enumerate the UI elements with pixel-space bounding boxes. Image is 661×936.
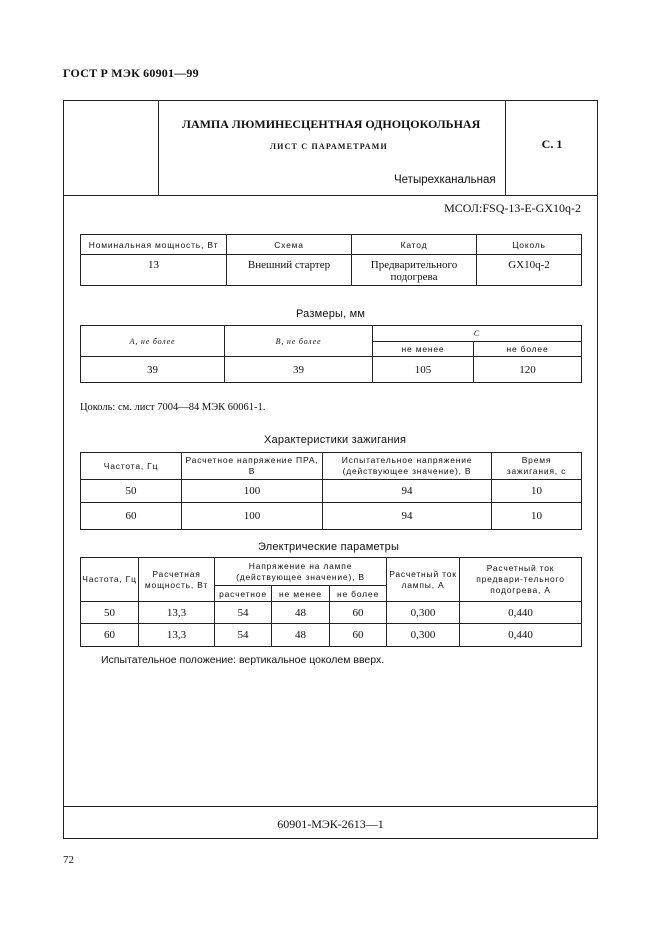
title-block — [64, 101, 597, 196]
el-voltage-max-1: 60 — [330, 602, 387, 624]
el-power-1: 13,3 — [139, 602, 215, 624]
standard-header: ГОСТ Р МЭК 60901—99 — [63, 66, 199, 80]
header-a: A, не более — [81, 326, 225, 357]
sheet-title: ЛАМПА ЛЮМИНЕСЦЕНТНАЯ ОДНОЦОКОЛЬНАЯ — [182, 117, 481, 131]
header-ignition-time: Время зажигания, с — [492, 453, 582, 480]
ignition-test-voltage-1: 94 — [323, 480, 492, 503]
ignition-ballast-voltage-2: 100 — [182, 503, 323, 530]
ignition-ballast-voltage-1: 100 — [182, 480, 323, 503]
electrical-table — [80, 557, 582, 647]
sheet-footer-code: 60901-МЭК-2613—1 — [277, 817, 384, 831]
page-number: 72 — [63, 854, 74, 866]
ignition-frequency-2: 60 — [81, 503, 182, 530]
header-c: C — [373, 326, 582, 342]
el-voltage-min-2: 48 — [272, 624, 330, 647]
ignition-test-voltage-2: 94 — [323, 503, 492, 530]
header-ballast-voltage: Расчетное напряжение ПРА, В — [182, 453, 323, 480]
dimensions-table — [80, 325, 582, 383]
title-block-left-cell — [64, 101, 159, 195]
sheet-subtitle: ЛИСТ С ПАРАМЕТРАМИ — [270, 142, 388, 151]
value-scheme: Внешний стартер — [227, 255, 352, 286]
sheet-number-cell — [505, 101, 598, 195]
el-lamp-current-2: 0,300 — [387, 624, 460, 647]
header-test-voltage: Испытательное напряжение (действующее значение), В — [323, 453, 492, 480]
value-c-max: 120 — [474, 357, 582, 383]
ignition-table — [80, 452, 582, 530]
ignition-frequency-1: 50 — [81, 480, 182, 503]
header-base: Цоколь — [477, 235, 582, 255]
header-el-frequency: Частота, Гц — [81, 558, 139, 602]
ignition-caption: Характеристики зажигания — [264, 434, 407, 446]
el-voltage-rated-1: 54 — [215, 602, 272, 624]
header-rated-power: Расчетная мощность, Вт — [139, 558, 215, 602]
header-voltage-max: не более — [330, 586, 387, 602]
header-preheat-current: Расчетный ток предвари-тельного подогрева, А — [460, 558, 582, 602]
value-base: GX10q-2 — [477, 255, 582, 286]
ignition-time-1: 10 — [492, 480, 582, 503]
header-lamp-current: Расчетный ток лампы, А — [387, 558, 460, 602]
electrical-caption: Электрические параметры — [258, 541, 400, 553]
sheet-frame — [63, 100, 598, 839]
header-cathode: Катод — [352, 235, 477, 255]
value-a: 39 — [81, 357, 225, 383]
value-c-min: 105 — [373, 357, 474, 383]
value-cathode: Предварительного подогрева — [352, 255, 477, 286]
el-lamp-current-1: 0,300 — [387, 602, 460, 624]
header-lamp-voltage: Напряжение на лампе (действующее значение), В — [215, 558, 387, 586]
header-power: Номинальная мощность, Вт — [81, 235, 227, 255]
footer-divider — [64, 806, 597, 807]
el-power-2: 13,3 — [139, 624, 215, 647]
header-scheme: Схема — [227, 235, 352, 255]
lamp-designation: МСОЛ:FSQ-13-E-GX10q-2 — [444, 201, 581, 215]
header-frequency: Частота, Гц — [81, 453, 182, 480]
test-position-note: Испытательное положение: вертикальное цоколем вверх. — [101, 654, 385, 666]
value-b: 39 — [225, 357, 373, 383]
el-preheat-current-1: 0,440 — [460, 602, 582, 624]
sheet-number: С. 1 — [541, 137, 563, 151]
el-preheat-current-2: 0,440 — [460, 624, 582, 647]
el-voltage-max-2: 60 — [330, 624, 387, 647]
lamp-kind: Четырехканальная — [394, 174, 496, 186]
dimensions-caption: Размеры, мм — [296, 308, 366, 320]
header-b: B, не более — [225, 326, 373, 357]
el-frequency-1: 50 — [81, 602, 139, 624]
header-c-min: не менее — [373, 342, 474, 357]
base-note: Цоколь: см. лист 7004—84 МЭК 60061-1. — [80, 402, 266, 413]
value-power: 13 — [81, 255, 227, 286]
header-c-max: не более — [474, 342, 582, 357]
header-voltage-rated: расчетное — [215, 586, 272, 602]
header-voltage-min: не менее — [272, 586, 330, 602]
ignition-time-2: 10 — [492, 503, 582, 530]
el-voltage-min-1: 48 — [272, 602, 330, 624]
el-frequency-2: 60 — [81, 624, 139, 647]
el-voltage-rated-2: 54 — [215, 624, 272, 647]
main-params-table — [80, 234, 582, 286]
